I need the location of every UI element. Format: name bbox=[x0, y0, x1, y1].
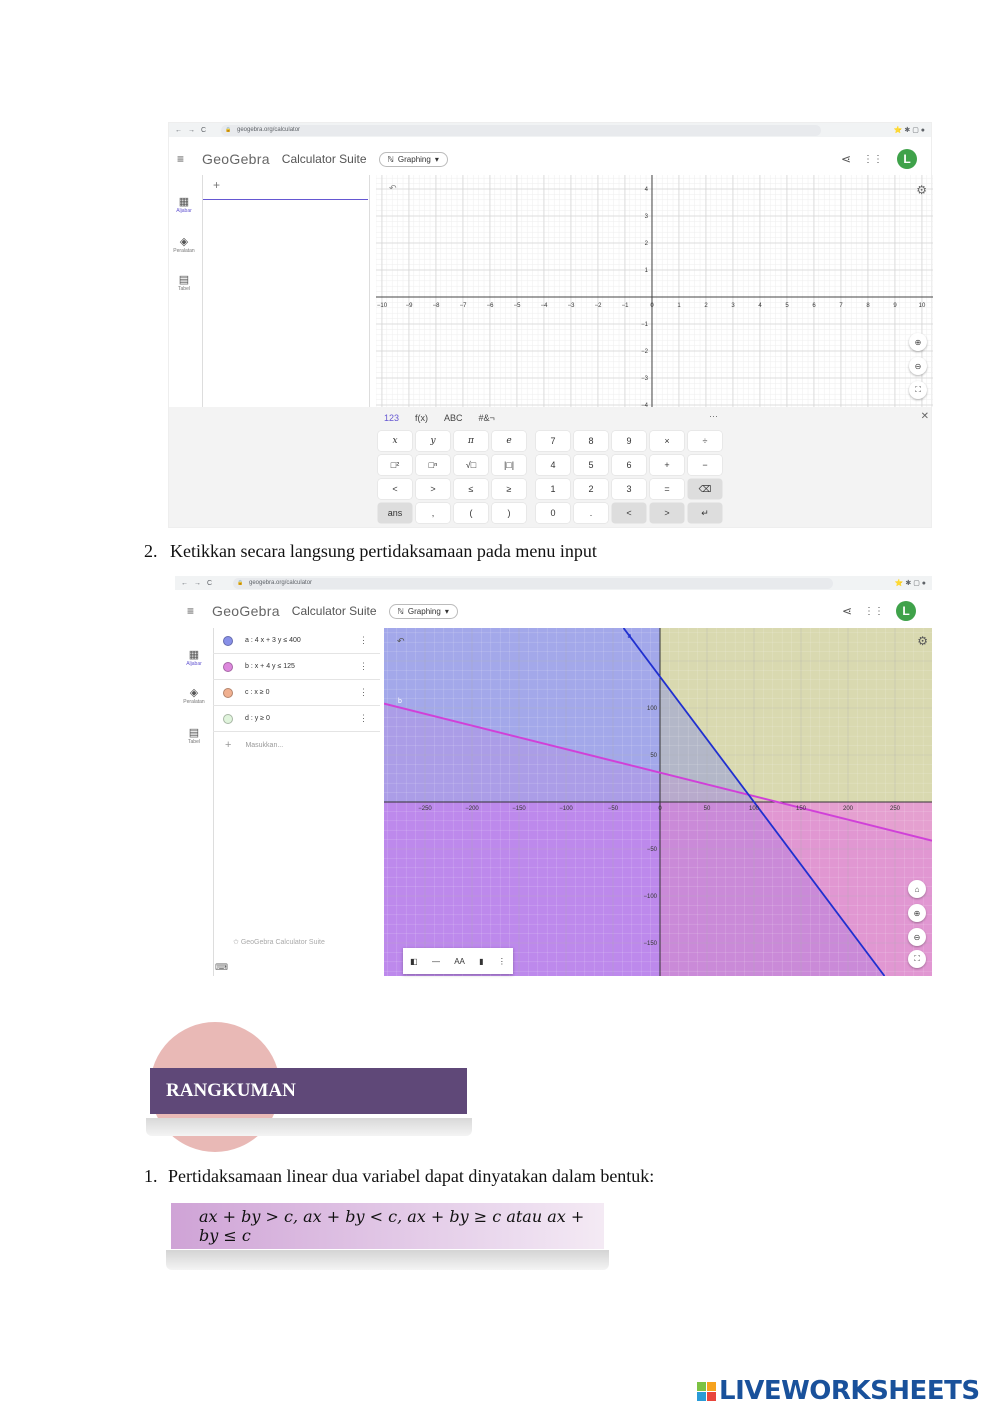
keyboard-key[interactable]: , bbox=[416, 503, 450, 523]
sidebar-item-tools[interactable]: ◈ Peralatan bbox=[169, 235, 199, 254]
x-tick-label: −7 bbox=[459, 303, 467, 309]
tab-fx[interactable]: f(x) bbox=[415, 413, 429, 423]
x-tick-label: 1 bbox=[677, 303, 681, 309]
address-bar[interactable]: 🔒 geogebra.org/calculator bbox=[221, 125, 821, 136]
more-options-icon[interactable]: ⋮ bbox=[497, 956, 506, 966]
list-item[interactable]: b : x + 4 y ≤ 125 ⋮ bbox=[213, 654, 380, 680]
style-bar bbox=[403, 948, 513, 974]
fullscreen-icon[interactable]: ⛶ bbox=[909, 381, 927, 399]
y-tick-label: −150 bbox=[643, 941, 657, 947]
x-tick-label: 0 bbox=[658, 806, 662, 812]
keyboard-key[interactable]: ↵ bbox=[688, 503, 722, 523]
reload-icon[interactable]: C bbox=[207, 579, 213, 587]
undo-icon[interactable]: ↶ bbox=[397, 636, 405, 646]
keyboard-key[interactable]: √□ bbox=[454, 455, 488, 475]
add-input-icon[interactable]: + bbox=[225, 739, 232, 751]
y-tick-label: −50 bbox=[646, 847, 657, 853]
visibility-toggle[interactable] bbox=[223, 714, 233, 724]
y-tick-label: −2 bbox=[641, 349, 648, 355]
keyboard-key[interactable]: < bbox=[612, 503, 646, 523]
menu-icon[interactable]: ≡ bbox=[187, 604, 195, 618]
keyboard-key[interactable]: x bbox=[378, 431, 412, 451]
sidebar-item-algebra[interactable]: ▦ Aljabar bbox=[169, 195, 199, 214]
visibility-toggle[interactable] bbox=[223, 662, 233, 672]
keyboard-key[interactable]: > bbox=[416, 479, 450, 499]
browser-toolbar bbox=[169, 123, 931, 137]
x-tick-label: −4 bbox=[540, 303, 548, 309]
text-size-icon[interactable]: AA bbox=[454, 956, 465, 966]
liveworksheets-logo bbox=[697, 1376, 980, 1406]
tools-icon: ◈ bbox=[189, 687, 199, 699]
table-icon: ▤ bbox=[178, 274, 190, 286]
keyboard-key[interactable]: − bbox=[688, 455, 722, 475]
ggb-header bbox=[169, 145, 931, 173]
x-tick-label: 7 bbox=[839, 303, 843, 309]
x-tick-label: 6 bbox=[812, 303, 816, 309]
browser-toolbar bbox=[175, 576, 932, 590]
x-tick-label: −150 bbox=[512, 806, 526, 812]
keyboard-key[interactable]: 3 bbox=[612, 479, 646, 499]
x-tick-label: 9 bbox=[893, 303, 897, 309]
keyboard-key[interactable]: 1 bbox=[536, 479, 570, 499]
apps-icon[interactable]: ⋮⋮ bbox=[863, 153, 883, 165]
x-tick-label: 250 bbox=[889, 806, 901, 812]
x-tick-label: 5 bbox=[785, 303, 789, 309]
browser-actions-icon[interactable]: ⭐ ✱ ▢ ● bbox=[893, 127, 925, 134]
x-tick-label: −5 bbox=[513, 303, 521, 309]
algebra-input[interactable] bbox=[203, 199, 368, 200]
calculator-icon: ▦ bbox=[178, 196, 190, 208]
y-tick-label: 4 bbox=[644, 187, 648, 193]
home-icon[interactable]: ⌂ bbox=[908, 880, 926, 898]
y-tick-label: −1 bbox=[641, 322, 648, 328]
rangkuman-heading: RANGKUMAN bbox=[150, 1068, 467, 1114]
zoom-out-icon[interactable]: ⊖ bbox=[909, 357, 927, 375]
formula-box bbox=[171, 1203, 604, 1249]
x-tick-label: 150 bbox=[795, 806, 807, 812]
more-options-icon[interactable]: ⋮ bbox=[359, 713, 368, 723]
forward-icon[interactable]: → bbox=[194, 579, 201, 587]
logo-mark-icon bbox=[697, 1382, 716, 1401]
y-tick-label: −100 bbox=[643, 894, 657, 900]
keyboard-key[interactable]: e bbox=[492, 431, 526, 451]
reload-icon[interactable]: C bbox=[201, 126, 207, 134]
list-item[interactable]: a : 4 x + 3 y ≤ 400 ⋮ bbox=[213, 628, 380, 654]
keyboard-key[interactable]: > bbox=[650, 503, 684, 523]
y-tick-label: −3 bbox=[641, 376, 648, 382]
x-tick-label: −2 bbox=[594, 303, 602, 309]
sidebar-item-table[interactable]: ▤ Tabel bbox=[169, 273, 199, 292]
x-tick-label: −250 bbox=[418, 806, 432, 812]
keyboard-tabs bbox=[384, 413, 495, 423]
x-tick-label: −6 bbox=[486, 303, 494, 309]
undo-icon[interactable]: ↶ bbox=[389, 183, 397, 193]
app-title: Calculator Suite bbox=[291, 604, 377, 618]
zoom-in-icon[interactable]: ⊕ bbox=[908, 904, 926, 922]
zoom-in-icon[interactable]: ⊕ bbox=[909, 333, 927, 351]
apps-icon[interactable]: ⋮⋮ bbox=[864, 605, 884, 617]
more-options-icon[interactable]: ⋮ bbox=[359, 635, 368, 645]
keyboard-key[interactable]: 9 bbox=[612, 431, 646, 451]
keyboard-key[interactable]: ⌫ bbox=[688, 479, 722, 499]
keyboard-key[interactable]: ans bbox=[378, 503, 412, 523]
keyboard-key[interactable]: × bbox=[650, 431, 684, 451]
rangkuman-shadow bbox=[146, 1118, 472, 1136]
item-text: Pertidaksamaan linear dua variabel dapat dinyatakan dalam bentuk: bbox=[168, 1166, 655, 1186]
x-tick-label: 2 bbox=[704, 303, 708, 309]
avatar[interactable]: L bbox=[897, 149, 917, 169]
share-icon[interactable]: ⋖ bbox=[840, 152, 851, 166]
keyboard-key[interactable]: 6 bbox=[612, 455, 646, 475]
keyboard-key[interactable]: 5 bbox=[574, 455, 608, 475]
share-icon[interactable]: ⋖ bbox=[841, 604, 852, 618]
x-tick-label: 3 bbox=[731, 303, 735, 309]
keyboard-key[interactable]: ÷ bbox=[688, 431, 722, 451]
x-tick-label: −10 bbox=[376, 303, 388, 309]
algebra-input[interactable]: + Masukkan... bbox=[225, 739, 284, 751]
mode-selector[interactable]: ℕ Graphing ▾ bbox=[389, 604, 458, 619]
browser-actions-icon[interactable]: ⭐ ✱ ▢ ● bbox=[894, 580, 926, 587]
back-icon[interactable]: ← bbox=[175, 126, 182, 134]
chevron-down-icon: ▾ bbox=[434, 154, 439, 164]
keyboard-icon[interactable]: ⌨ bbox=[215, 962, 228, 972]
sidebar-item-tools[interactable]: ◈ Peralatan bbox=[179, 686, 209, 705]
calculator-icon: ▦ bbox=[188, 649, 200, 661]
x-tick-label: −3 bbox=[567, 303, 575, 309]
list-item[interactable]: c : x ≥ 0 ⋮ bbox=[213, 680, 380, 706]
step-2 bbox=[144, 541, 597, 562]
keyboard-key[interactable]: □ⁿ bbox=[416, 455, 450, 475]
x-tick-label: 10 bbox=[918, 303, 926, 309]
x-tick-label: 50 bbox=[703, 806, 711, 812]
x-tick-label: −1 bbox=[621, 303, 629, 309]
app-title: Calculator Suite bbox=[281, 152, 367, 166]
keyboard-key[interactable]: 2 bbox=[574, 479, 608, 499]
x-tick-label: 100 bbox=[748, 806, 760, 812]
x-tick-label: −50 bbox=[607, 806, 619, 812]
keyboard-key[interactable]: = bbox=[650, 479, 684, 499]
x-tick-label: 4 bbox=[758, 303, 762, 309]
algebra-panel bbox=[202, 175, 370, 407]
keyboard-key[interactable]: 7 bbox=[536, 431, 570, 451]
tab-symbols[interactable]: #&¬ bbox=[478, 413, 495, 423]
more-icon[interactable]: ··· bbox=[709, 411, 718, 421]
forward-icon[interactable]: → bbox=[188, 126, 195, 134]
x-tick-label: −8 bbox=[432, 303, 440, 309]
y-tick-label: 100 bbox=[646, 706, 657, 712]
keyboard-key[interactable]: ( bbox=[454, 503, 488, 523]
line-style-icon[interactable]: — bbox=[431, 956, 440, 966]
brand-text: LIVEWORKSHEETS bbox=[719, 1376, 980, 1406]
zoom-out-icon[interactable]: ⊖ bbox=[908, 928, 926, 946]
keyboard-key[interactable]: 4 bbox=[536, 455, 570, 475]
x-tick-label: 8 bbox=[866, 303, 870, 309]
table-icon: ▤ bbox=[188, 727, 200, 739]
keyboard-key[interactable]: |□| bbox=[492, 455, 526, 475]
gear-icon[interactable]: ⚙ bbox=[917, 634, 928, 648]
ggb-logo: GeoGebra bbox=[202, 151, 270, 167]
keyboard-key[interactable]: π bbox=[454, 431, 488, 451]
x-tick-label: 200 bbox=[842, 806, 854, 812]
x-tick-label: −200 bbox=[465, 806, 479, 812]
geogebra-screenshot-1 bbox=[168, 122, 932, 528]
delete-icon[interactable]: ▮ bbox=[479, 956, 484, 966]
keyboard-key[interactable]: ≥ bbox=[492, 479, 526, 499]
item-number: 1. bbox=[144, 1166, 158, 1186]
keyboard-key[interactable]: + bbox=[650, 455, 684, 475]
y-tick-label: 3 bbox=[644, 214, 648, 220]
avatar[interactable]: L bbox=[896, 601, 916, 621]
x-tick-label: −100 bbox=[559, 806, 573, 812]
fill-color-icon[interactable]: ◧ bbox=[410, 956, 418, 966]
y-tick-label: −4 bbox=[641, 403, 648, 407]
formula-shadow bbox=[166, 1250, 609, 1270]
step-text: Ketikkan secara langsung pertidaksamaan pada menu input bbox=[170, 541, 597, 561]
back-icon[interactable]: ← bbox=[181, 579, 188, 587]
geogebra-screenshot-2 bbox=[175, 576, 932, 976]
keyboard-key[interactable]: □² bbox=[378, 455, 412, 475]
close-icon[interactable]: ✕ bbox=[920, 411, 929, 422]
menu-icon[interactable]: ≡ bbox=[177, 152, 185, 166]
line-b-label: b bbox=[398, 697, 402, 705]
summary-item-1 bbox=[144, 1166, 654, 1187]
tab-abc[interactable]: ABC bbox=[444, 413, 463, 423]
address-bar[interactable]: 🔒 geogebra.org/calculator bbox=[233, 578, 833, 589]
x-tick-label: −9 bbox=[405, 303, 413, 309]
y-tick-label: 1 bbox=[644, 268, 648, 274]
keyboard-key[interactable]: y bbox=[416, 431, 450, 451]
gear-icon[interactable]: ⚙ bbox=[916, 183, 927, 197]
line-a-label: a bbox=[627, 633, 632, 640]
formula-text: ax + by > c, ax + by < c, ax + by ≥ c atau ax + by ≤ c bbox=[199, 1207, 585, 1245]
sidebar-item-table[interactable]: ▤ Tabel bbox=[179, 726, 209, 745]
x-tick-label: 0 bbox=[650, 303, 654, 309]
tab-123[interactable]: 123 bbox=[384, 413, 400, 423]
keyboard-key[interactable]: 0 bbox=[536, 503, 570, 523]
visibility-toggle[interactable] bbox=[223, 636, 233, 646]
fullscreen-icon[interactable]: ⛶ bbox=[908, 950, 926, 968]
graphics-view-1[interactable] bbox=[376, 175, 933, 407]
more-options-icon[interactable]: ⋮ bbox=[359, 661, 368, 671]
step-number: 2. bbox=[144, 541, 158, 561]
keyboard-key[interactable]: 8 bbox=[574, 431, 608, 451]
more-options-icon[interactable]: ⋮ bbox=[359, 687, 368, 697]
ggb-footer: ✩ GeoGebra Calculator Suite bbox=[233, 939, 325, 946]
y-tick-label: 50 bbox=[650, 753, 657, 759]
ggb-logo: GeoGebra bbox=[212, 603, 280, 619]
ggb-header bbox=[175, 597, 932, 625]
list-item[interactable]: d : y ≥ 0 ⋮ bbox=[213, 706, 380, 732]
mode-selector[interactable]: ℕ Graphing ▾ bbox=[379, 152, 448, 167]
keyboard-key[interactable]: ) bbox=[492, 503, 526, 523]
graph-icon: ℕ bbox=[387, 154, 394, 164]
graphics-view-2[interactable] bbox=[384, 628, 932, 976]
y-tick-label: 2 bbox=[644, 241, 648, 247]
virtual-keyboard bbox=[169, 407, 931, 527]
chevron-down-icon: ▾ bbox=[444, 606, 449, 616]
visibility-toggle[interactable] bbox=[223, 688, 233, 698]
add-input-icon[interactable]: + bbox=[213, 178, 221, 192]
keyboard-key[interactable]: < bbox=[378, 479, 412, 499]
keyboard-key[interactable]: . bbox=[574, 503, 608, 523]
graph-icon: ℕ bbox=[397, 606, 404, 616]
keyboard-key[interactable]: ≤ bbox=[454, 479, 488, 499]
sidebar-item-algebra[interactable]: ▦ Aljabar bbox=[179, 648, 209, 667]
tools-icon: ◈ bbox=[179, 236, 189, 248]
